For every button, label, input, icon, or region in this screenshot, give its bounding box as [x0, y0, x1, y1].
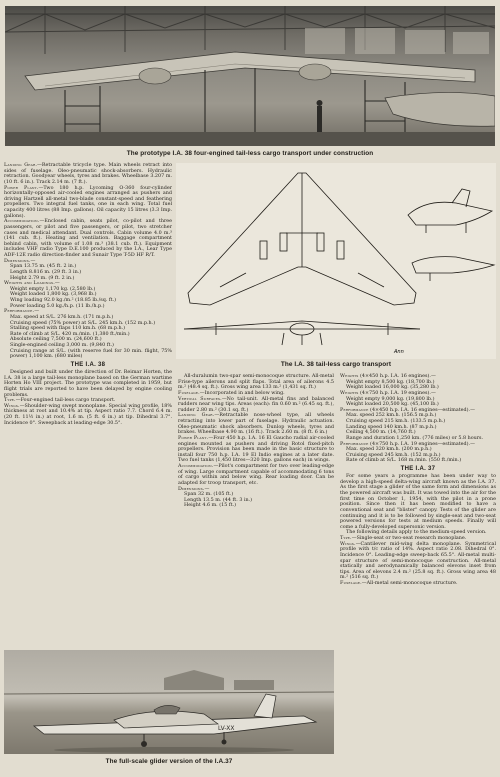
- spec-line: Span 32 m. (105 ft.): [184, 491, 234, 498]
- spec-line: Length 8.816 m. (29 ft. 3 in.): [10, 268, 82, 275]
- spec-line: Ceiling 4,500 m. (14,760 ft.): [346, 429, 416, 436]
- spec-line: Height 2.79 m. (9 ft. 2 in.): [10, 274, 75, 281]
- spec-key: Performance.: [4, 308, 35, 315]
- spec-key: Weights and Loadings.: [4, 280, 55, 287]
- spec-text: —Single-seat or two-seat research monoplane.: [351, 535, 467, 541]
- ia38-three-view-icon: [176, 163, 496, 359]
- spec-line: Single-engined ceiling 3,000 m. (9,840 ft.): [10, 342, 114, 348]
- spec-text: —Enclosed cabin, seats pilot, co-pilot and three passengers, or pilot and five passengers, or pilot, two stretcher cases and medical attendant. Dual controls. Cabin volume 4.0 m.³ (141 cub. ft.). Heating and ventilation. Baggage compartment behind cabin, with volume of 1.08 m.³ (38.1 cub. ft.). Equipment includes VHF radio Type D.E.100 produced by the I.A., Lear Type ADF-12E radio direction-finder and Sunair Type T-5D HF R/T.: [4, 218, 172, 258]
- spec-entry: [340, 542, 496, 581]
- spec-text: —Retractable nose-wheel type, all wheels retracting into lower part of fuselage. Hydraulic actuation. Oleo-pneumatic shock absorbers. Dunlop wheels, tyres and brakes. Wheelbase 4.90 m. (16 ft.). Track 2.60 m. (8 ft. 6 in.): [178, 412, 334, 436]
- spec-line: Wing loading 92.0 kg./m.² (18.85 lb./sq. ft.): [10, 297, 117, 303]
- spec-key: Performance: [340, 406, 369, 413]
- spec-text: (4×750 h.p. I.A. 19 engines).—: [358, 389, 436, 396]
- col3-specs: [340, 374, 496, 464]
- spec-key: Landing Gear.: [4, 162, 38, 168]
- column-3: [340, 374, 496, 774]
- spec-key: Accommodation.: [178, 463, 214, 469]
- spec-key: Landing Gear.: [178, 412, 215, 419]
- hangar-scene: [5, 6, 495, 146]
- col2-specs: [178, 374, 334, 509]
- spec-line: Cruising speed (75% power) at S/L. 245 km.h. (152 m.p.h.): [10, 319, 156, 326]
- spec-key: Wings.: [4, 402, 20, 409]
- col3-description: [340, 474, 496, 587]
- delta-glider-scene: [4, 650, 334, 754]
- spec-entry: [4, 163, 172, 186]
- spec-key: Power Plant.: [4, 184, 39, 191]
- spec-text: —Pilot's compartment for two over leading-edge of wing. Large compartment capable of accommodating 6 tons of cargo within and below wing. Rear loading door. Can be adapted for troop transport, etc.: [178, 463, 334, 486]
- spec-text: (4×450 h.p. I.A. 16 engines).—: [358, 373, 436, 379]
- glider-registration: LV-XX: [218, 725, 235, 732]
- spec-line: Landing speed 140 km.h. (87 m.p.h.): [346, 423, 437, 430]
- spec-text: —: [204, 485, 210, 492]
- top-photo: [5, 6, 495, 146]
- spec-line: Cruising speed 245 km.h. (152 m.p.h.): [346, 451, 441, 458]
- spec-entry: [178, 413, 334, 436]
- spec-line: Range and duration 1,250 km. (776 miles) or 5.8 hours.: [346, 434, 484, 441]
- spec-key: Weights: [340, 373, 359, 379]
- three-view-drawing: [176, 163, 496, 359]
- artist-signature: Ann: [394, 349, 404, 355]
- spec-line: Weight loaded 1,800 kg. (3,968 lb.): [10, 291, 97, 298]
- spec-text: —Four-engined tail-less cargo transport.: [15, 397, 116, 404]
- spec-key: Type.: [340, 535, 352, 541]
- glider-photo: [4, 650, 334, 754]
- spec-line: Weight empty 9,000 kg. (19,800 lb.): [346, 395, 435, 402]
- glider-photo-caption: The full-scale glider version of the I.A.37: [105, 758, 233, 765]
- section-heading-ia38: THE I.A. 38: [70, 361, 106, 368]
- spec-line: Rate of climb at S/L. 168 m./min. (550 ft./min.): [346, 457, 462, 464]
- spec-text: —Retractable tricycle type. Main wheels retract into sides of fuselage. Oleo-pneumatic shock-absorbers. Hydraulic retraction. Goodyear wheels, tyres and brakes. Wheelbase 3.207 m. (10 ft. 6 in.). Track 2.14 m. (7 ft.).: [4, 162, 172, 185]
- body-paragraph: Designed and built under the direction of Dr. Reimar Horten, the I.A. 38 is a large tail-less monoplane based on the German wartime Horten Ho VIII project. The prototype was completed in 1959, but flight trials are reported to have been delayed by engine cooling problems.: [4, 369, 172, 398]
- spec-line: Stalling speed with flaps 110 km.h. (68 m.p.h.): [10, 325, 126, 332]
- column-2: [178, 374, 334, 658]
- spec-key: Vertical Surfaces.: [178, 395, 222, 402]
- spec-line: Rate of climb at S/L. 420 m./min. (1,380 ft./min.): [10, 330, 130, 337]
- spec-key: Fuselage.: [178, 389, 200, 396]
- spec-entry: [4, 186, 172, 220]
- top-photo-caption: The prototype I.A. 38 four-engined tail-less cargo transport under construction: [126, 150, 374, 157]
- spec-text: (4×450 h.p. I.A. 16 engines—estimated).—: [368, 406, 475, 413]
- spec-line: Weight empty 1,170 kg. (2,580 lb.): [10, 285, 96, 292]
- spec-text: —Two 180 h.p. Lycoming O-360 four-cylinder horizontally-opposed air-cooled engines arranged as pushers and driving Hartzell all-metal two-blade constant-speed and feathering propellers. Two integral fuel tanks, one in each wing. Total fuel capacity 400 litres (88 Imp. gallons). Oil capacity 15 litres (3.3 Imp. gallons).: [4, 184, 172, 219]
- spec-line: Max. speed at S/L. 276 km.h. (171 m.p.h.): [10, 313, 114, 320]
- spec-line: Weight loaded 20,500 kg. (45,100 lb.): [346, 401, 439, 408]
- spec-key: Weights: [340, 389, 359, 396]
- spec-key: Dimensions.: [178, 485, 205, 492]
- spec-line: Absolute ceiling 7,500 m. (24,600 ft.): [10, 336, 102, 343]
- col1-specs: [4, 163, 172, 360]
- spec-text: —All-metal semi-monocoque structure.: [361, 580, 458, 586]
- spec-entry: [4, 219, 172, 258]
- spec-line: Length 13.5 m. (44 ft. 3 in.): [184, 496, 253, 503]
- spec-key: Performance: [340, 440, 369, 447]
- spec-key: Power Plant.: [178, 434, 209, 441]
- spec-text: —No tail-unit. All-metal fins and balanced rudders near wing tips. Areas (each): fin 0.60 m.² (6.45 sq. ft.), rudder 2.80 m.² (30.1 sq. ft.): [178, 395, 334, 413]
- spec-entry: [178, 436, 334, 464]
- spec-line: Power loading 5.0 kg./h.p. (11 lb./h.p.): [10, 302, 105, 309]
- spec-key: Accommodation.: [4, 218, 40, 225]
- spec-text: —Four 450 h.p. I.A. 16 El Gaucho radial air-cooled engines mounted as pushers and driving Rotol fixed-pitch propellers. Provision has been made in the basic structure to install four 750 h.p. I.A. 19 El Indio engines at a later date. Two fuel tanks (1,450 litres—320 Imp. gallons each) in wings.: [178, 434, 334, 464]
- section-heading-ia37: THE I.A. 37: [400, 466, 436, 472]
- spec-entry: [178, 464, 334, 487]
- body-paragraph: The following details apply to the medium-speed version.: [346, 529, 487, 536]
- col1-description: [4, 370, 172, 426]
- spec-line: Weight loaded 16,000 kg. (35,280 lb.): [346, 384, 439, 391]
- drawing-caption: The I.A. 38 tail-less cargo transport: [280, 361, 392, 368]
- spec-entry: [4, 404, 172, 427]
- spec-text: —: [54, 280, 60, 287]
- spec-key: Dimensions.: [4, 257, 31, 264]
- spec-text: —Cantilever mid-wing delta monoplane. Symmetrical profile with t/c ratio of 14%. Aspect ratio 2.08. Dihedral 0°. Incidence 0°. Leading-edge sweep-back 65.5°. All-metal multi-spar structure of semi-monocoque construction. All-metal statically and aerodynamically balanced elevons inset from tips. Area of elevons 2.4 m.² (25.8 sq. ft.). Gross wing area 48 m.² (516 sq. ft.): [340, 540, 496, 581]
- spec-text: (4×750 h.p. I.A. 19 engines—estimated).—: [368, 440, 475, 447]
- spec-entry: [340, 581, 496, 587]
- spec-line: Weight empty 8,500 kg. (18,700 lb.): [346, 378, 435, 385]
- body-paragraph: All-duralumin two-spar semi-monocoque structure. All-metal Frise-type ailerons and split flaps. Total area of ailerons 4.5 m.² (48.4 sq. ft.). Gross wing area 133 m.² (1,431 sq. ft.): [178, 373, 334, 391]
- body-paragraph: For some years a programme has been under way to develop a high-speed delta-wing aircraft known as the I.A. 37. As the first stage a glider of the same form and dimensions as the powered aircraft was built. It was towed into the air for the first time on October 1, 1954, with the pilot in a prone position. Since then it has been modified to have a conventional seat and "blister" canopy. Tests of the glider are continuing and it is to be followed by single-seat and two-seat powered versions for tests at medium speeds. Finally will come a fully-developed supersonic version.: [340, 473, 496, 530]
- spec-line: Max. speed 320 km.h. (200 m.p.h.): [346, 446, 432, 453]
- spec-key: Type.: [4, 397, 16, 404]
- spec-text: —Shoulder-wing swept monoplane. Special wing profile, 18% thickness at root and 10.4% at tip. Aspect ratio 7.7. Chord 6.4 m. (20 ft. 11½ in.) at root, 1.6 m. (5 ft. 6 in.) at tip. Dihedral 3.7°. Incidence 0°. Sweepback at leading-edge 30.5°.: [4, 402, 172, 426]
- spec-line: Cruising range at S/L. (with reserve fuel for 30 min. flight, 75% power) 1,100 km. (680 miles): [10, 347, 172, 360]
- spec-text: —: [30, 257, 36, 264]
- spec-line: Span 13.75 m. (45 ft. 2 in.): [10, 263, 77, 270]
- spec-key: Fuselage.: [340, 580, 362, 586]
- spec-line: Height 4.6 m. (15 ft.): [184, 502, 237, 509]
- spec-line: Max. speed 252 km.h. (156.5 m.p.h.): [346, 412, 437, 419]
- spec-line: Cruising speed 215 km.h. (133.5 m.p.h.): [346, 418, 446, 424]
- spec-text: —Incorporated in and below wing.: [199, 389, 285, 396]
- spec-entry: [178, 397, 334, 414]
- spec-text: —: [34, 308, 40, 315]
- spec-key: Wings.: [340, 540, 356, 547]
